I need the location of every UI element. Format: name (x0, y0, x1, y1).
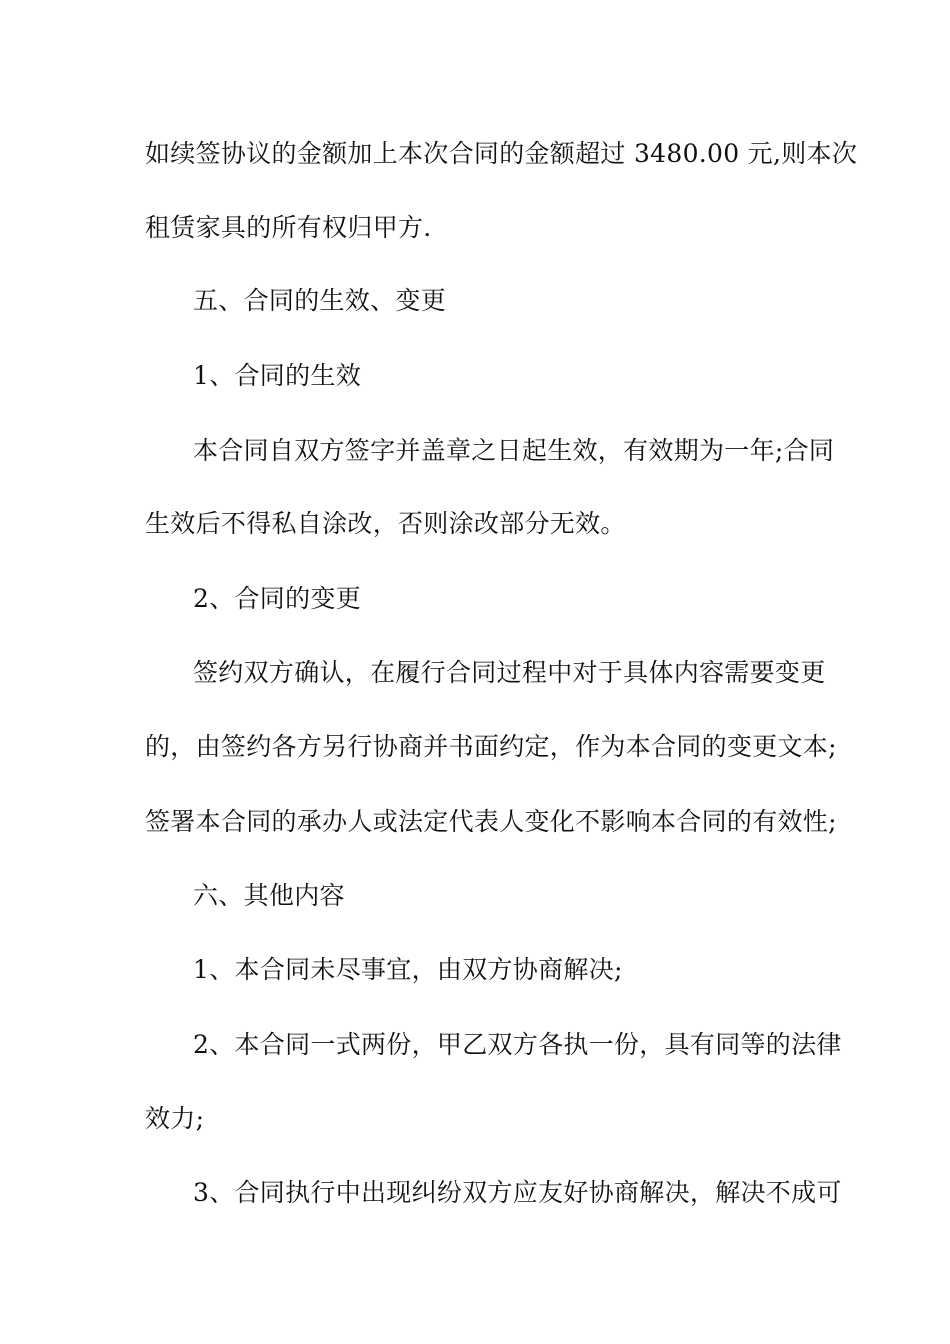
section-heading: 六、其他内容 (193, 881, 345, 910)
subsection-heading: 2、合同的变更 (193, 584, 362, 613)
text-line: 如续签协议的金额加上本次合同的金额超过 3480.00 元,则本次 (145, 139, 858, 168)
text-line: 签约双方确认，在履行合同过程中对于具体内容需要变更 (193, 658, 826, 687)
text-line: 效力; (145, 1104, 205, 1133)
text-line: 生效后不得私自涂改，否则涂改部分无效。 (145, 509, 626, 538)
text-line: 2、本合同一式两份，甲乙双方各执一份，具有同等的法律 (193, 1030, 842, 1059)
text-line: 1、本合同未尽事宜，由双方协商解决; (193, 955, 623, 984)
subsection-heading: 1、合同的生效 (193, 361, 362, 390)
text-line: 的，由签约各方另行协商并书面约定，作为本合同的变更文本; (145, 732, 837, 761)
text-line: 3、合同执行中出现纠纷双方应友好协商解决，解决不成可 (193, 1178, 842, 1207)
text-line: 签署本合同的承办人或法定代表人变化不影响本合同的有效性; (145, 807, 837, 836)
section-heading: 五、合同的生效、变更 (193, 286, 447, 315)
text-line: 租赁家具的所有权归甲方. (145, 213, 432, 242)
text-line: 本合同自双方签字并盖章之日起生效，有效期为一年;合同 (193, 436, 835, 465)
